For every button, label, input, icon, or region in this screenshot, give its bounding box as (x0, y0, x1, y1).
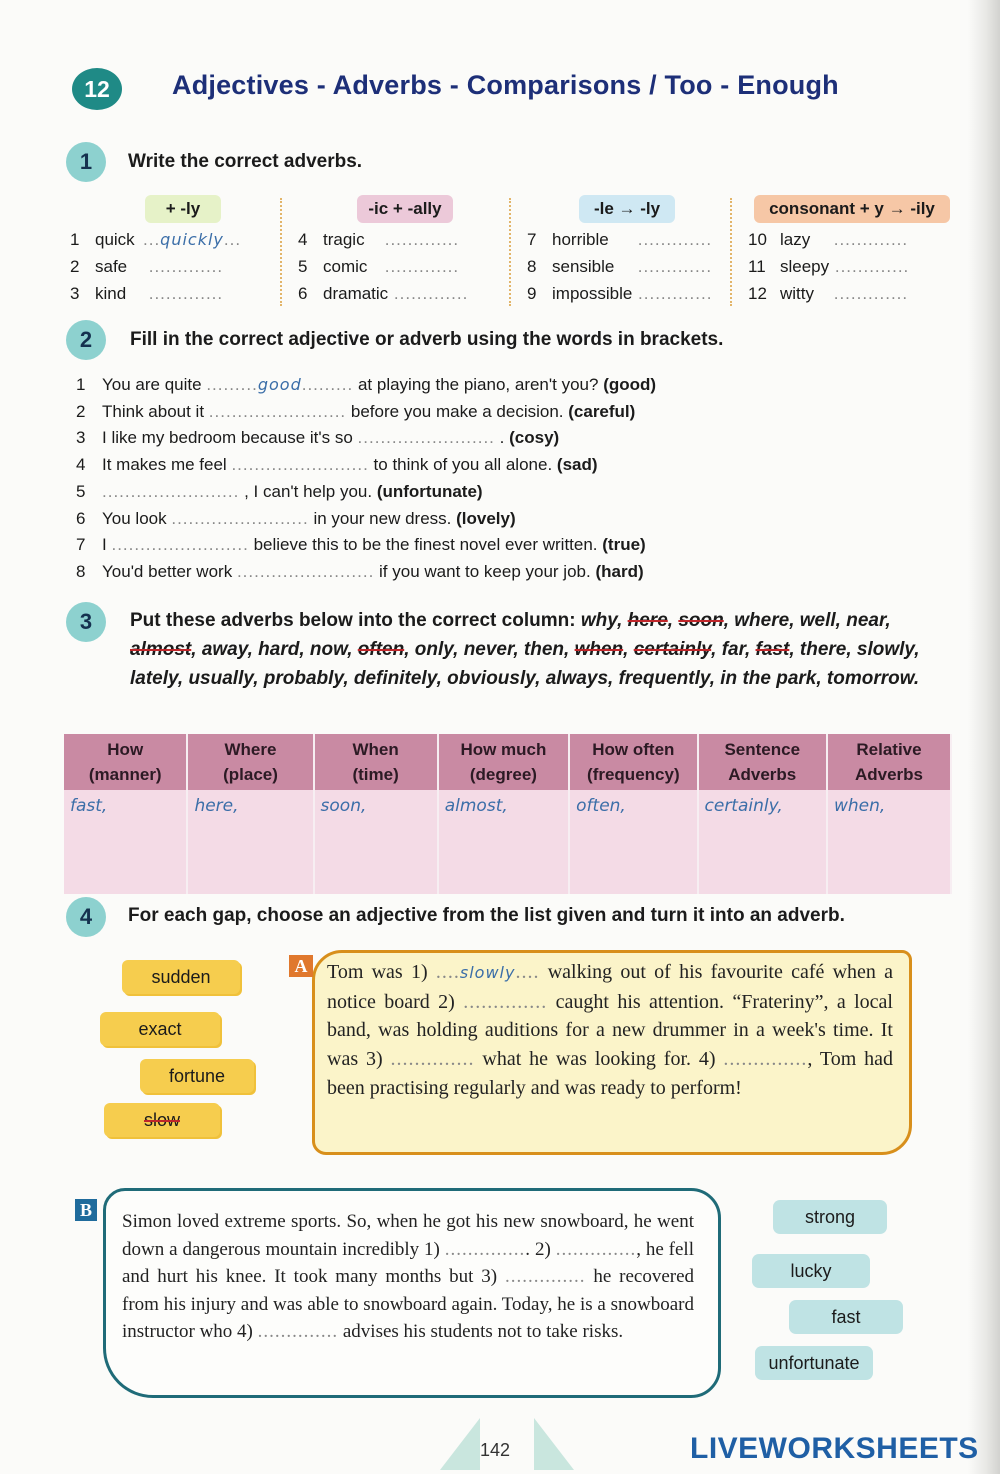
ex2-text-after: at playing the piano, aren't you? (357, 375, 599, 394)
ex1-item-number: 1 (70, 230, 80, 249)
ex1-item-word: sleepy (780, 257, 830, 276)
page-edge-shadow (968, 0, 1000, 1474)
ex1-item-word: lazy (780, 230, 811, 249)
word-tag[interactable]: strong (773, 1200, 887, 1234)
ex1-answer-gap[interactable]: ............. (632, 230, 713, 249)
column-header-line2: Adverbs (728, 765, 797, 784)
ex2-text-before: I like my bedroom because it's so (102, 428, 353, 448)
part-a-text-3: caught his attention. “Frateriny”, a local band, was holding auditions for a new drummer in a week's time. It was 3) (327, 990, 893, 1071)
gap-b1[interactable]: .............. (444, 1238, 526, 1260)
ex1-item-number: 2 (70, 257, 80, 276)
ex1-item-number: 6 (298, 284, 308, 303)
ex1-item (527, 230, 712, 250)
ex2-item-number: 8 (76, 561, 86, 581)
ex2-answer-gap[interactable]: ........................ (102, 481, 240, 501)
ex2-text-after: , I can't help you. (244, 481, 373, 501)
ex2-bracket-word: (unfortunate) (376, 481, 483, 501)
ex1-item (748, 284, 908, 304)
ex2-item (76, 375, 656, 395)
ex2-item-number: 3 (76, 428, 86, 448)
column-cell[interactable] (569, 790, 697, 894)
adverb-word: tomorrow (826, 668, 914, 689)
column-example: often, (576, 796, 626, 816)
ex2-text-after: if you want to keep your job. (379, 561, 591, 581)
page-number: 142 (480, 1440, 511, 1460)
ex2-item (76, 455, 598, 475)
column-example: soon, (320, 796, 367, 816)
exercise-3-word-list: why, here, soon, where, well, near, almost, away, hard, now, often, only, never, then, when, certainly, far, fast, there, slowly, lately, usually, probably, definitely, obviously, always, frequently, in the park, tomorrow. (130, 610, 920, 689)
ex1-answer-gap[interactable]: ............. (828, 284, 909, 303)
ex2-item (76, 428, 559, 448)
part-b-text-3: , he fell and hurt his knee. It took many months but 3) (122, 1238, 694, 1288)
exercise-1-instruction: Write the correct adverbs. (128, 151, 363, 172)
ex2-text-before: Think about it (102, 401, 205, 421)
part-b-passage (122, 1208, 694, 1346)
ex2-item-number: 1 (76, 375, 86, 394)
ex1-item (70, 230, 241, 250)
ex2-text-after: believe this to be the finest novel ever written. (253, 535, 598, 555)
adverb-word: soon (678, 610, 724, 631)
ex2-item-number: 6 (76, 508, 86, 528)
adverb-word: frequently (618, 668, 710, 689)
adverb-word: then (523, 639, 565, 660)
adverb-word: where (734, 610, 790, 631)
adverb-word: certainly (633, 639, 712, 660)
ex2-answer-gap[interactable]: ........................ (231, 455, 369, 475)
ex1-item-word: horrible (552, 230, 609, 249)
word-tag[interactable]: exact (100, 1012, 220, 1046)
ex2-item-number: 7 (76, 535, 86, 555)
column-header (187, 734, 313, 790)
page-title: Adjectives - Adverbs - Comparisons / Too - Enough (172, 70, 839, 100)
ex1-item (298, 284, 468, 304)
footer-decor-left (440, 1418, 480, 1470)
column-header (569, 734, 697, 790)
gap-a1-answer: slowly (459, 963, 516, 982)
column-header-line2: (frequency) (587, 765, 680, 784)
ex2-text-after: in your new dress. (313, 508, 452, 528)
column-header-line1: How (107, 740, 144, 759)
ex2-answer-gap[interactable]: ........................ (171, 508, 309, 528)
part-b-text-2: . 2) (525, 1238, 551, 1260)
ex1-group-header: -ic + -ally (357, 195, 453, 223)
ex2-answer-gap[interactable]: ........................ (236, 561, 375, 581)
column-header (64, 734, 187, 790)
part-a-text-1: Tom was 1) (327, 961, 428, 983)
ex2-text-before: You look (102, 508, 167, 528)
column-header-line2: (place) (223, 765, 278, 784)
ex1-item-word: tragic (323, 230, 365, 249)
ex1-answer-gap[interactable]: ............. (388, 284, 469, 303)
column-header-line1: When (352, 740, 399, 759)
ex1-item (748, 230, 908, 250)
ex2-answer-gap[interactable]: ........................ (208, 401, 347, 421)
ex2-bracket-word: (cosy) (509, 428, 560, 448)
column-cell[interactable] (438, 790, 569, 894)
column-header-line1: Sentence (724, 740, 801, 759)
column-header (438, 734, 569, 790)
ex1-item-number: 7 (527, 230, 537, 249)
ex2-text-after: to think of you all alone. (373, 455, 553, 475)
ex1-group-header: -le → -ly (579, 195, 675, 223)
exercise-3-instruction-block (130, 606, 950, 693)
part-b-text-5: advises his students not to take risks. (342, 1321, 624, 1343)
adverb-word: often (357, 639, 405, 660)
adverb-word: there (799, 639, 847, 660)
gap-b4[interactable]: .............. (257, 1321, 339, 1343)
adverb-word: obviously (447, 668, 536, 689)
column-cell[interactable] (64, 790, 187, 894)
ex2-item (76, 482, 483, 502)
ex2-bracket-word: (lovely) (456, 508, 516, 528)
ex1-answer-gap[interactable]: ............. (829, 257, 910, 276)
adverb-word: fast (755, 639, 790, 660)
ex1-column-divider (280, 198, 282, 306)
exercise-4-badge: 4 (66, 897, 106, 937)
ex1-item-number: 5 (298, 257, 308, 276)
part-a-label: A (289, 955, 313, 977)
ex2-text-after: before you make a decision. (350, 401, 564, 421)
column-example: when, (834, 796, 886, 816)
ex1-answer-gap[interactable]: ............. (632, 257, 713, 276)
word-tag[interactable]: lucky (752, 1254, 870, 1288)
ex1-item-number: 11 (748, 257, 766, 276)
ex2-bracket-word: (sad) (556, 455, 598, 475)
adverb-word: usually (188, 668, 254, 689)
column-header-line2: (degree) (469, 765, 537, 784)
ex1-answer-gap[interactable]: ...quickly... (143, 230, 242, 249)
ex1-answer-gap[interactable]: ............. (379, 257, 460, 276)
ex2-answer-gap[interactable]: .........good......... (206, 375, 354, 394)
ex1-column-divider (730, 198, 732, 306)
adverb-word: probably (263, 668, 344, 689)
ex2-text-after: . (499, 428, 505, 448)
column-cell[interactable] (187, 790, 313, 894)
ex2-item (76, 562, 644, 582)
exercise-2-badge: 2 (66, 320, 106, 360)
adverb-word: hard (258, 639, 300, 660)
column-header-line1: Where (224, 740, 277, 759)
ex1-answer-gap[interactable]: ............. (379, 230, 460, 249)
column-example: fast, (70, 796, 108, 816)
ex1-item-word: dramatic (323, 284, 389, 303)
ex2-answer-text: good (257, 375, 302, 394)
adverb-word: far (721, 639, 745, 660)
word-tag[interactable]: fortune (140, 1059, 254, 1093)
gap-b3[interactable]: .............. (504, 1266, 586, 1288)
exercise-4-instruction: For each gap, choose an adjective from the list given and turn it into an adverb. (128, 905, 845, 926)
column-header-line1: How often (592, 740, 675, 759)
gap-a4[interactable]: .............. (723, 1048, 808, 1071)
exercise-1-badge: 1 (66, 142, 106, 182)
ex1-item (298, 230, 459, 250)
ex1-column-divider (509, 198, 511, 306)
ex2-bracket-word: (true) (602, 535, 646, 555)
column-header-line1: Relative (856, 740, 922, 759)
ex2-text-before: It makes me feel (102, 455, 227, 475)
adverb-word: well (799, 610, 836, 631)
ex2-answer-gap[interactable]: ........................ (357, 428, 495, 448)
part-a-text-2: walking out of his favourite café when a notice board 2) (327, 961, 894, 1013)
ex1-item-word: witty (780, 284, 814, 303)
column-cell[interactable] (314, 790, 438, 894)
adverb-word: in the park (720, 668, 817, 689)
part-a-text-4: what he was looking for. 4) (482, 1048, 716, 1071)
ex1-item-number: 12 (748, 284, 767, 303)
ex1-item (70, 284, 223, 304)
ex1-item-word: quick (95, 230, 135, 249)
adverb-word: never (463, 639, 514, 660)
ex2-text-before: You'd better work (102, 561, 233, 581)
column-header (698, 734, 827, 790)
adverb-word: now (309, 639, 348, 660)
adverb-word: lately (130, 668, 178, 689)
adverb-word: when (574, 639, 624, 660)
ex1-answer-gap[interactable]: ............. (143, 284, 224, 303)
ex1-item-word: sensible (552, 257, 615, 276)
adverb-word: always (545, 668, 609, 689)
gap-a3[interactable]: .............. (390, 1048, 475, 1071)
ex1-answer-gap[interactable]: ............. (632, 284, 713, 303)
gap-a1[interactable]: ....slowly.... (435, 961, 540, 983)
adverb-word: almost (130, 639, 192, 660)
ex2-bracket-word: (good) (603, 375, 657, 394)
column-header-line2: (manner) (88, 765, 162, 784)
adverb-columns-table (64, 734, 952, 894)
ex1-item-number: 9 (527, 284, 537, 303)
ex2-bracket-word: (careful) (568, 401, 636, 421)
column-header-line2: Adverbs (854, 765, 924, 784)
adverb-word: away (201, 639, 248, 660)
ex1-item (527, 284, 712, 304)
exercise-3-instruction: Put these adverbs below into the correct column: (130, 610, 576, 631)
column-example: almost, (444, 796, 508, 816)
adverb-word: why (580, 610, 618, 631)
ex1-group-header: + -ly (145, 195, 221, 223)
ex1-item (70, 257, 223, 277)
ex2-item-number: 4 (76, 455, 86, 475)
exercise-3-badge: 3 (66, 602, 106, 642)
ex1-item-word: safe (95, 257, 128, 276)
ex1-item-number: 3 (70, 284, 80, 303)
gap-b2[interactable]: .............. (555, 1238, 637, 1260)
unit-badge: 12 (72, 68, 122, 110)
column-header (314, 734, 438, 790)
ex1-item-number: 4 (298, 230, 308, 249)
word-tag[interactable]: sudden (122, 960, 240, 994)
gap-a2[interactable]: .............. (463, 990, 548, 1013)
ex1-answer-gap[interactable]: ............. (143, 257, 224, 276)
ex2-text-before: You are quite (102, 375, 202, 394)
column-header-line2: (time) (352, 765, 399, 784)
column-cell[interactable] (698, 790, 827, 894)
ex2-text-before: I (102, 535, 107, 555)
ex1-item-number: 10 (748, 230, 767, 249)
ex2-item-number: 5 (76, 481, 86, 501)
ex1-item-word: kind (95, 284, 127, 303)
column-header-line1: How much (460, 740, 547, 759)
ex1-item-word: comic (323, 257, 368, 276)
part-b-text-1: Simon loved extreme sports. So, when he got his new snowboard, he went down a dangerous mountain incredibly 1) (122, 1211, 694, 1260)
footer-decor-right (534, 1418, 574, 1470)
ex2-answer-gap[interactable]: ........................ (111, 535, 249, 555)
column-example: here, (194, 796, 239, 816)
column-cell[interactable] (827, 790, 951, 894)
ex1-item (527, 257, 712, 277)
adverb-word: here (627, 610, 668, 631)
column-header (827, 734, 951, 790)
ex1-answer-text: quickly (160, 230, 224, 249)
ex2-item (76, 509, 516, 529)
ex1-item (748, 257, 909, 277)
part-b-label: B (75, 1199, 97, 1221)
word-tag[interactable]: slow (104, 1103, 220, 1137)
ex1-group-header: consonant + y → -ily (754, 195, 950, 223)
part-b-text-4: he recovered from his injury and was able to snowboard again. Today, he is a snowboard instructor who 4) (122, 1266, 695, 1343)
part-a-passage (327, 958, 893, 1103)
part-a-text-5: , Tom had been practising regularly and was ready to perform! (327, 1048, 894, 1099)
ex2-item (76, 402, 635, 422)
ex1-item-number: 8 (527, 257, 537, 276)
adverb-word: near (846, 610, 886, 631)
ex1-item (298, 257, 459, 277)
word-tag[interactable]: unfortunate (755, 1346, 873, 1380)
word-tag[interactable]: fast (789, 1300, 903, 1334)
ex2-item (76, 535, 646, 555)
column-example: certainly, (704, 796, 783, 816)
liveworksheets-logo: LIVEWORKSHEETS (690, 1432, 979, 1465)
adverb-word: definitely (353, 668, 437, 689)
adverb-word: only (414, 639, 454, 660)
ex1-item-word: impossible (552, 284, 633, 303)
ex2-item-number: 2 (76, 401, 86, 421)
adverb-word: slowly (856, 639, 915, 660)
exercise-2-instruction: Fill in the correct adjective or adverb using the words in brackets. (130, 329, 724, 350)
ex2-bracket-word: (hard) (595, 561, 644, 581)
ex1-answer-gap[interactable]: ............. (828, 230, 909, 249)
